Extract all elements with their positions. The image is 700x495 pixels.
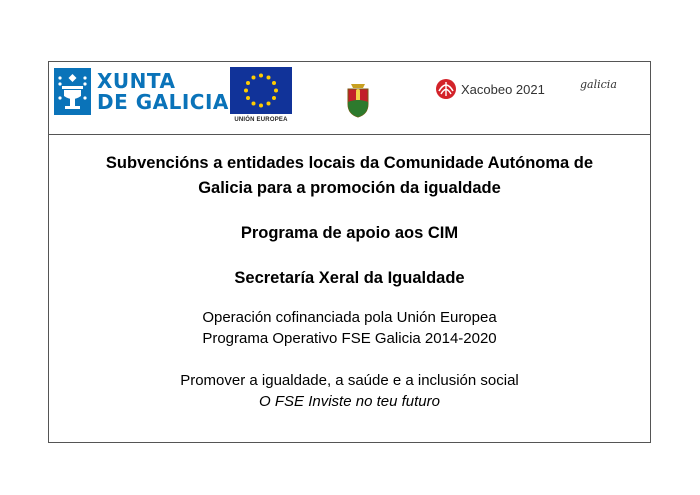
xunta-logo <box>54 68 229 115</box>
notice-content <box>49 135 650 412</box>
xacobeo-shell-icon <box>435 78 457 100</box>
program-heading: Programa de apoio aos CIM <box>240 224 459 242</box>
notice-card <box>48 61 651 443</box>
xunta-line2: DE GALICIA <box>97 89 229 114</box>
galicia-logo: galicia <box>580 78 617 91</box>
notice-title <box>49 151 650 201</box>
title-line-1: Subvencións a entidades locais da Comunidade Autónoma de <box>105 154 594 172</box>
xacobeo-label: Xacobeo 2021 <box>461 81 545 97</box>
eu-flag-icon <box>230 67 292 114</box>
fse-motto: O FSE Inviste no teu futuro <box>259 393 440 410</box>
operation-line-2: Programa Operativo FSE Galicia 2014-2020 <box>202 330 497 347</box>
municipal-shield-icon <box>346 82 370 123</box>
operation-text <box>49 307 650 349</box>
xunta-line1: XUNTA <box>97 68 176 93</box>
xacobeo-logo <box>435 78 545 100</box>
logo-bar <box>49 62 650 135</box>
eu-logo <box>229 67 293 123</box>
promote-text: Promover a igualdade, a saúde e a inclusión social <box>180 372 519 389</box>
operation-line-1: Operación cofinanciada pola Unión Europea <box>202 309 497 326</box>
title-line-2: Galicia para a promoción da igualdade <box>198 179 501 197</box>
secretaria-heading: Secretaría Xeral da Igualdade <box>234 269 465 287</box>
xunta-emblem-icon <box>54 68 91 115</box>
eu-label: UNIÓN EUROPEA <box>234 117 288 123</box>
